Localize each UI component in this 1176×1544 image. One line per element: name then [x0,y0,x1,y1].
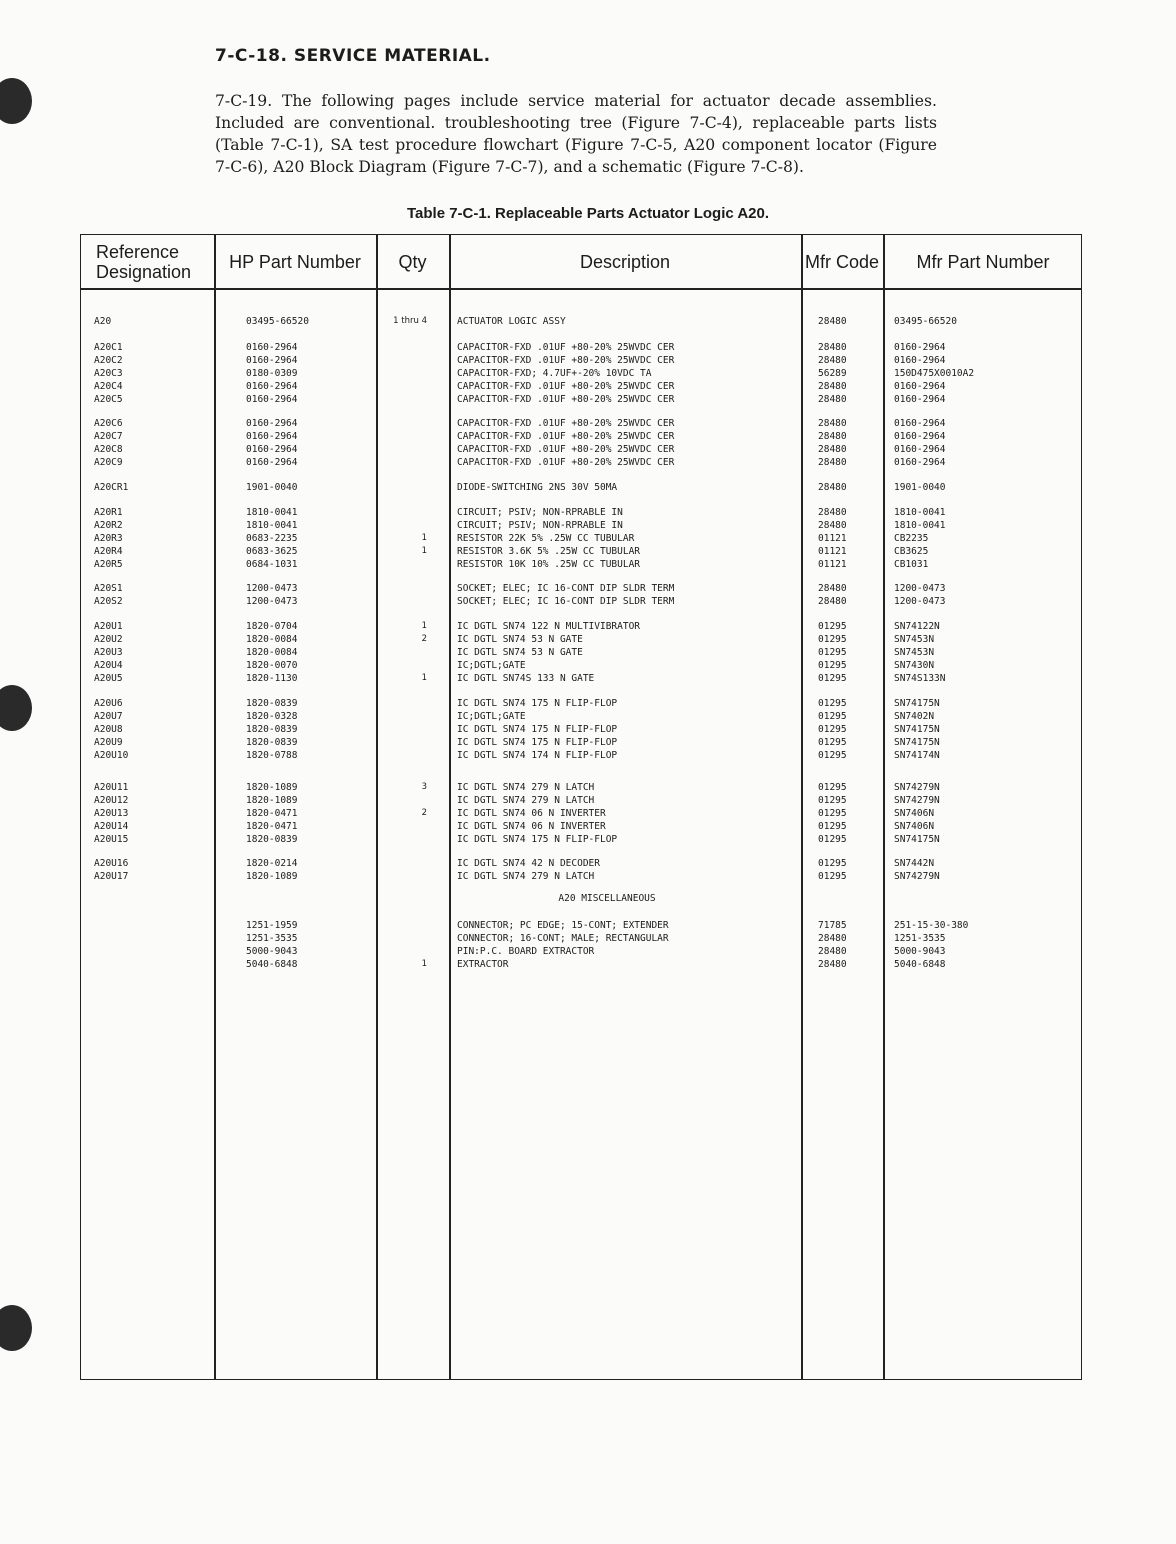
cell-hp-part-number: 1810-0041 [246,507,298,518]
cell-hp-part-number: 1820-0214 [246,858,298,869]
cell-mfr-code: 01121 [818,559,847,570]
cell-mfr-part-number: 0160-2964 [894,381,946,392]
cell-qty: 1 [421,533,427,543]
cell-description: IC DGTL SN74 06 N INVERTER [457,821,606,832]
cell-mfr-code: 28480 [818,507,847,518]
cell-mfr-part-number: SN74175N [894,737,940,748]
table-row [81,367,1083,380]
cell-ref: A20C6 [94,418,123,429]
cell-description: CAPACITOR-FXD .01UF +80-20% 25WVDC CER [457,431,675,442]
cell-ref: A20U11 [94,782,129,793]
header-mfr-part-number: Mfr Part Number [916,251,1050,272]
cell-mfr-code: 01295 [818,834,847,845]
cell-mfr-code: 01295 [818,821,847,832]
cell-ref: A20S1 [94,583,123,594]
cell-description: IC DGTL SN74 279 N LATCH [457,871,595,882]
cell-mfr-code: 28480 [818,457,847,468]
cell-mfr-part-number: 0160-2964 [894,418,946,429]
cell-ref: A20C4 [94,381,123,392]
cell-hp-part-number: 0180-0309 [246,368,298,379]
cell-mfr-part-number: SN74S133N [894,673,946,684]
cell-mfr-code: 28480 [818,444,847,455]
cell-mfr-code: 56289 [818,368,847,379]
table-row [81,519,1083,532]
cell-description: CAPACITOR-FXD .01UF +80-20% 25WVDC CER [457,355,675,366]
header-description: Description [579,251,671,272]
cell-hp-part-number: 1200-0473 [246,596,298,607]
cell-mfr-code: 01295 [818,782,847,793]
table-row [81,506,1083,519]
cell-description: RESISTOR 22K 5% .25W CC TUBULAR [457,533,635,544]
cell-hp-part-number: 1820-1089 [246,795,298,806]
cell-description: SOCKET; ELEC; IC 16-CONT DIP SLDR TERM [457,583,675,594]
table-row [81,710,1083,723]
header-reference-designation: Reference Designation [96,241,192,282]
table-row [81,354,1083,367]
cell-mfr-code: 01295 [818,621,847,632]
table-row [81,932,1083,945]
cell-description: IC DGTL SN74 175 N FLIP-FLOP [457,737,618,748]
cell-qty: 1 [421,621,427,631]
cell-mfr-code: 28480 [818,342,847,353]
cell-mfr-part-number: 1251-3535 [894,933,946,944]
cell-mfr-code: 01295 [818,750,847,761]
cell-mfr-code: 28480 [818,394,847,405]
cell-mfr-part-number: SN74175N [894,834,940,845]
table-row [81,807,1083,820]
cell-description: IC DGTL SN74 53 N GATE [457,634,583,645]
cell-hp-part-number: 0684-1031 [246,559,298,570]
cell-description: CAPACITOR-FXD .01UF +80-20% 25WVDC CER [457,342,675,353]
cell-mfr-code: 28480 [818,381,847,392]
cell-qty: 1 [421,959,427,969]
cell-mfr-part-number: SN74175N [894,698,940,709]
table-row [81,582,1083,595]
cell-ref: A20U13 [94,808,129,819]
table-row [81,659,1083,672]
cell-description: CAPACITOR-FXD .01UF +80-20% 25WVDC CER [457,381,675,392]
cell-qty: 2 [421,634,427,644]
cell-ref: A20U7 [94,711,123,722]
cell-hp-part-number: 1820-0084 [246,647,298,658]
cell-hp-part-number: 1820-0084 [246,634,298,645]
table-row [81,723,1083,736]
cell-mfr-part-number: SN74279N [894,795,940,806]
table-row [81,620,1083,633]
cell-hp-part-number: 1810-0041 [246,520,298,531]
cell-description: ACTUATOR LOGIC ASSY [457,316,566,327]
cell-qty: 3 [421,782,427,792]
cell-ref: A20U17 [94,871,129,882]
cell-description: CAPACITOR-FXD .01UF +80-20% 25WVDC CER [457,444,675,455]
cell-hp-part-number: 03495-66520 [246,316,309,327]
cell-qty: 2 [421,808,427,818]
cell-mfr-part-number: CB1031 [894,559,929,570]
header-mfr-code: Mfr Code [804,251,880,272]
cell-description: IC;DGTL;GATE [457,711,526,722]
table-row [81,430,1083,443]
table-row [81,945,1083,958]
cell-mfr-part-number: 03495-66520 [894,316,957,327]
cell-hp-part-number: 1200-0473 [246,583,298,594]
cell-mfr-code: 01295 [818,808,847,819]
cell-mfr-code: 01295 [818,858,847,869]
cell-description: IC;DGTL;GATE [457,660,526,671]
cell-hp-part-number: 1820-1089 [246,782,298,793]
cell-mfr-code: 01295 [818,871,847,882]
cell-mfr-code: 01295 [818,724,847,735]
table-row [81,558,1083,571]
table-row [81,481,1083,494]
cell-mfr-part-number: SN74174N [894,750,940,761]
cell-mfr-part-number: 251-15-30-380 [894,920,969,931]
cell-hp-part-number: 0160-2964 [246,457,298,468]
cell-hp-part-number: 5040-6848 [246,959,298,970]
cell-qty: 1 [421,546,427,556]
cell-hp-part-number: 1820-0839 [246,737,298,748]
cell-hp-part-number: 0160-2964 [246,381,298,392]
table-row [81,532,1083,545]
intro-paragraph: 7-C-19. The following pages include service material for actuator decade assemblies. Included are conventional. troubleshooting tree (Figure 7-C-4), replaceable parts lists (Table 7-C-1), SA test procedure flowchart (Figure 7-C-5, A20 component locator (Figure 7-C-6), A20 Block Diagram (Figure 7-C-7), and a schematic (Figure 7-C-8). [215,92,937,176]
cell-mfr-part-number: SN74122N [894,621,940,632]
cell-mfr-part-number: 0160-2964 [894,444,946,455]
cell-mfr-code: 28480 [818,933,847,944]
cell-hp-part-number: 1251-1959 [246,920,298,931]
cell-hp-part-number: 1251-3535 [246,933,298,944]
cell-hp-part-number: 1820-0070 [246,660,298,671]
cell-mfr-part-number: CB3625 [894,546,929,557]
cell-mfr-code: 01295 [818,673,847,684]
cell-description: CONNECTOR; PC EDGE; 15-CONT; EXTENDER [457,920,669,931]
cell-ref: A20U12 [94,795,129,806]
cell-ref: A20C1 [94,342,123,353]
cell-description: RESISTOR 10K 10% .25W CC TUBULAR [457,559,641,570]
cell-ref: A20U3 [94,647,123,658]
cell-description: IC DGTL SN74 175 N FLIP-FLOP [457,698,618,709]
cell-mfr-part-number: CB2235 [894,533,929,544]
cell-ref: A20U16 [94,858,129,869]
cell-description: PIN:P.C. BOARD EXTRACTOR [457,946,595,957]
cell-mfr-code: 28480 [818,431,847,442]
cell-mfr-part-number: 0160-2964 [894,431,946,442]
table-row [81,380,1083,393]
header-qty: Qty [398,251,427,272]
cell-ref: A20R3 [94,533,123,544]
cell-hp-part-number: 1820-0839 [246,834,298,845]
cell-description: CAPACITOR-FXD .01UF +80-20% 25WVDC CER [457,457,675,468]
cell-mfr-part-number: 1901-0040 [894,482,946,493]
cell-mfr-part-number: 1810-0041 [894,507,946,518]
cell-description: IC DGTL SN74 06 N INVERTER [457,808,606,819]
cell-description: IC DGTL SN74 42 N DECODER [457,858,600,869]
cell-mfr-code: 28480 [818,355,847,366]
cell-hp-part-number: 0160-2964 [246,431,298,442]
cell-mfr-part-number: SN74279N [894,782,940,793]
cell-mfr-code: 01295 [818,795,847,806]
cell-mfr-code: 28480 [818,418,847,429]
cell-hp-part-number: 0160-2964 [246,444,298,455]
cell-ref: A20U4 [94,660,123,671]
table-row [81,820,1083,833]
table-row [81,958,1083,971]
cell-description: IC DGTL SN74 175 N FLIP-FLOP [457,834,618,845]
cell-ref: A20U15 [94,834,129,845]
cell-hp-part-number: 1820-0839 [246,698,298,709]
cell-description: CAPACITOR-FXD .01UF +80-20% 25WVDC CER [457,418,675,429]
cell-description: RESISTOR 3.6K 5% .25W CC TUBULAR [457,546,641,557]
cell-description: IC DGTL SN74 279 N LATCH [457,795,595,806]
cell-hp-part-number: 1901-0040 [246,482,298,493]
cell-mfr-code: 28480 [818,959,847,970]
cell-hp-part-number: 0160-2964 [246,355,298,366]
cell-description: CIRCUIT; PSIV; NON-RPRABLE IN [457,507,623,518]
cell-mfr-code: 28480 [818,596,847,607]
cell-mfr-part-number: 0160-2964 [894,342,946,353]
cell-ref: A20R4 [94,546,123,557]
cell-mfr-part-number: SN74279N [894,871,940,882]
cell-mfr-code: 28480 [818,946,847,957]
cell-description: SOCKET; ELEC; IC 16-CONT DIP SLDR TERM [457,596,675,607]
cell-ref: A20R1 [94,507,123,518]
cell-mfr-code: 28480 [818,482,847,493]
cell-ref: A20U14 [94,821,129,832]
cell-mfr-part-number: SN7430N [894,660,935,671]
cell-mfr-code: 01295 [818,660,847,671]
cell-description: CAPACITOR-FXD .01UF +80-20% 25WVDC CER [457,394,675,405]
cell-mfr-code: 28480 [818,316,847,327]
table-row [81,794,1083,807]
cell-description: CIRCUIT; PSIV; NON-RPRABLE IN [457,520,623,531]
cell-mfr-part-number: SN7453N [894,647,935,658]
binder-hole [0,1305,32,1351]
cell-hp-part-number: 1820-0788 [246,750,298,761]
cell-qty: 1 [421,673,427,683]
cell-hp-part-number: 1820-0471 [246,821,298,832]
cell-description: EXTRACTOR [457,959,509,970]
header-hp-part-number: HP Part Number [229,251,361,272]
cell-mfr-part-number: 150D475X0010A2 [894,368,975,379]
cell-mfr-part-number: SN7406N [894,821,935,832]
cell-hp-part-number: 1820-1130 [246,673,298,684]
misc-section-label: A20 MISCELLANEOUS [558,893,656,904]
cell-qty: 1 thru 4 [393,316,427,326]
cell-hp-part-number: 1820-0839 [246,724,298,735]
cell-hp-part-number: 0160-2964 [246,394,298,405]
cell-hp-part-number: 1820-0471 [246,808,298,819]
cell-description: CONNECTOR; 16-CONT; MALE; RECTANGULAR [457,933,669,944]
cell-ref: A20S2 [94,596,123,607]
cell-ref: A20U8 [94,724,123,735]
cell-mfr-part-number: 5000-9043 [894,946,946,957]
table-row [81,857,1083,870]
cell-mfr-part-number: SN7442N [894,858,935,869]
cell-ref: A20U1 [94,621,123,632]
cell-hp-part-number: 0683-2235 [246,533,298,544]
table-row [81,443,1083,456]
cell-ref: A20R5 [94,559,123,570]
table-row [81,315,1083,328]
cell-ref: A20U6 [94,698,123,709]
cell-mfr-code: 01295 [818,737,847,748]
table-caption: Table 7-C-1. Replaceable Parts Actuator Logic A20. [406,205,770,222]
cell-hp-part-number: 1820-1089 [246,871,298,882]
cell-ref: A20C8 [94,444,123,455]
cell-mfr-code: 71785 [818,920,847,931]
table-row [81,633,1083,646]
cell-description: IC DGTL SN74 174 N FLIP-FLOP [457,750,618,761]
cell-hp-part-number: 1820-0704 [246,621,298,632]
cell-ref: A20U2 [94,634,123,645]
cell-mfr-code: 01121 [818,533,847,544]
cell-hp-part-number: 5000-9043 [246,946,298,957]
table-row [81,870,1083,883]
cell-description: IC DGTL SN74S 133 N GATE [457,673,595,684]
cell-description: IC DGTL SN74 175 N FLIP-FLOP [457,724,618,735]
cell-ref: A20C9 [94,457,123,468]
table-row [81,736,1083,749]
cell-mfr-part-number: SN7453N [894,634,935,645]
cell-ref: A20C7 [94,431,123,442]
cell-description: IC DGTL SN74 122 N MULTIVIBRATOR [457,621,641,632]
cell-mfr-part-number: 1200-0473 [894,583,946,594]
cell-mfr-code: 01295 [818,647,847,658]
binder-hole [0,685,32,731]
section-heading: 7-C-18. SERVICE MATERIAL. [215,46,491,66]
cell-ref: A20C5 [94,394,123,405]
cell-ref: A20R2 [94,520,123,531]
table-row [81,545,1083,558]
cell-ref: A20C3 [94,368,123,379]
cell-mfr-code: 01295 [818,698,847,709]
cell-mfr-part-number: 5040-6848 [894,959,946,970]
cell-mfr-part-number: 0160-2964 [894,355,946,366]
cell-mfr-code: 01295 [818,711,847,722]
cell-ref: A20 [94,316,112,327]
cell-mfr-part-number: 1810-0041 [894,520,946,531]
table-row [81,341,1083,354]
table-row [81,781,1083,794]
cell-mfr-part-number: 0160-2964 [894,457,946,468]
cell-mfr-code: 28480 [818,583,847,594]
cell-mfr-part-number: SN74175N [894,724,940,735]
cell-mfr-code: 28480 [818,520,847,531]
cell-mfr-code: 01295 [818,634,847,645]
cell-ref: A20U5 [94,673,123,684]
table-row [81,919,1083,932]
cell-ref: A20U9 [94,737,123,748]
parts-table [80,234,1082,1380]
table-row [81,833,1083,846]
cell-description: IC DGTL SN74 279 N LATCH [457,782,595,793]
cell-description: IC DGTL SN74 53 N GATE [457,647,583,658]
cell-description: CAPACITOR-FXD; 4.7UF+-20% 10VDC TA [457,368,652,379]
cell-hp-part-number: 0160-2964 [246,418,298,429]
table-row [81,456,1083,469]
cell-hp-part-number: 1820-0328 [246,711,298,722]
table-row [81,595,1083,608]
cell-mfr-part-number: 1200-0473 [894,596,946,607]
cell-mfr-part-number: SN7406N [894,808,935,819]
cell-ref: A20CR1 [94,482,129,493]
cell-description: DIODE-SWITCHING 2NS 30V 50MA [457,482,618,493]
cell-ref: A20C2 [94,355,123,366]
table-row [81,672,1083,685]
cell-mfr-part-number: 0160-2964 [894,394,946,405]
cell-mfr-code: 01121 [818,546,847,557]
cell-hp-part-number: 0683-3625 [246,546,298,557]
cell-ref: A20U10 [94,750,129,761]
cell-mfr-part-number: SN7402N [894,711,935,722]
table-row [81,646,1083,659]
table-row [81,749,1083,762]
binder-hole [0,78,32,124]
table-row [81,393,1083,406]
cell-hp-part-number: 0160-2964 [246,342,298,353]
table-row [81,697,1083,710]
table-row [81,417,1083,430]
